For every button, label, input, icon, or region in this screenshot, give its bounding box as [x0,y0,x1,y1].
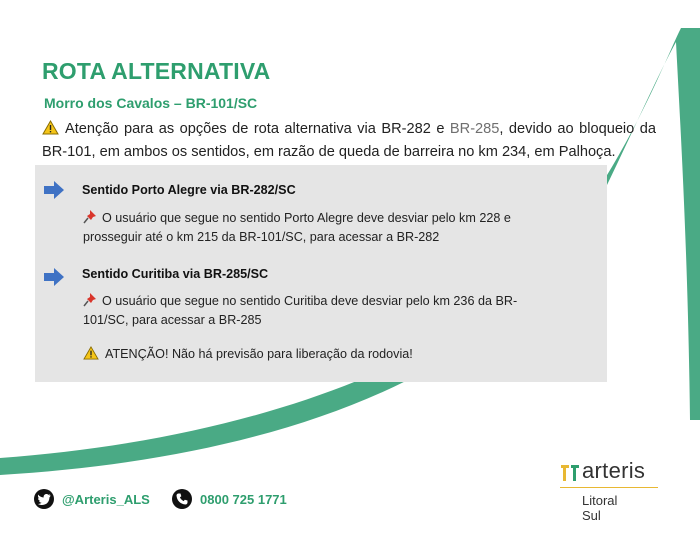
route-description-curitiba [83,292,561,330]
phone-contact[interactable] [172,489,287,509]
alert-message [42,118,656,164]
logo-region: Litoral Sul [582,493,618,523]
alert-highlight: BR-285 [449,121,500,137]
pushpin-icon [83,210,97,224]
route-heading-porto-alegre: Sentido Porto Alegre via BR-282/SC [82,183,296,197]
arteris-logo-mark [560,462,580,482]
arrow-right-icon [43,267,65,287]
logo-wordmark: arteris [582,458,646,483]
warning-icon [42,120,59,135]
page-subtitle: Morro dos Cavalos – BR-101/SC [44,95,258,111]
notice-text: ATENÇÃO! Não há previsão para liberação da rodovia! [105,347,413,361]
alert-text-part1: Atenção para as opções de rota alternativa via BR-282 e [65,121,450,137]
route-heading-curitiba: Sentido Curitiba via BR-285/SC [82,267,269,281]
route-text: O usuário que segue no sentido Porto Alegre deve desviar pelo km 228 e prosseguir até o km 215 da BR-101/SC, para acessar a BR-282 [83,211,511,244]
twitter-contact[interactable] [34,489,150,509]
twitter-handle: @Arteris_ALS [62,491,150,507]
phone-icon [172,489,192,509]
notice-message [83,346,413,361]
route-description-porto-alegre [83,209,561,247]
alert-text-part2: , devido ao bloqueio da BR-101, em ambos os sentidos, em razão de queda de barreira no km 234, em Palhoça. [42,121,656,160]
logo-divider [560,487,658,488]
warning-icon [83,346,99,360]
arrow-right-icon [43,180,65,200]
page-title: ROTA ALTERNATIVA [42,58,271,84]
pushpin-icon [83,293,97,307]
twitter-icon [34,489,54,509]
phone-number: 0800 725 1771 [200,491,287,507]
routes-panel [35,165,607,382]
route-text: O usuário que segue no sentido Curitiba deve desviar pelo km 236 da BR-101/SC, para acessar a BR-285 [83,294,518,327]
